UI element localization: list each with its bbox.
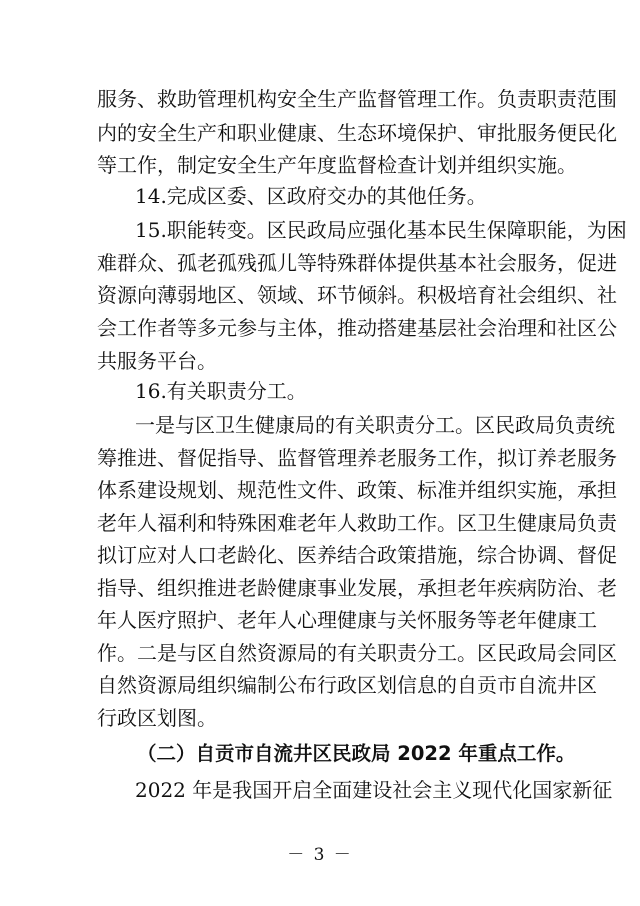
body-text-line: 指导、组织推进老龄健康事业发展，承担老年疾病防治、老	[97, 576, 617, 600]
body-text-line: 老年人福利和特殊困难老年人救助工作。区卫生健康局负责	[97, 511, 617, 535]
body-text-line: 会工作者等多元参与主体，推动搭建基层社会治理和社区公	[97, 316, 617, 340]
body-text-line: 共服务平台。	[97, 349, 217, 373]
body-text-line: 行政区划图。	[97, 706, 217, 730]
paragraph-start: 2022 年是我国开启全面建设社会主义现代化国家新征	[135, 778, 613, 802]
body-text-line: 资源向薄弱地区、领域、环节倾斜。积极培育社会组织、社	[97, 283, 617, 307]
body-text-line: 筹推进、督促指导、监督管理养老服务工作，拟订养老服务	[97, 446, 617, 470]
body-text-line: 服务、救助管理机构安全生产监督管理工作。负责职责范围	[97, 87, 617, 111]
body-text-line: 年人医疗照护、老年人心理健康与关怀服务等老年健康工	[97, 608, 597, 632]
list-item-14: 14.完成区委、区政府交办的其他任务。	[135, 184, 487, 208]
page-number: － 3 －	[287, 845, 353, 865]
body-text-line: 体系建设规划、规范性文件、政策、标准并组织实施，承担	[97, 478, 617, 502]
body-text-line: 难群众、孤老孤残孤儿等特殊群体提供基本社会服务，促进	[97, 251, 617, 275]
body-text-line: 作。二是与区自然资源局的有关职责分工。区民政局会同区	[97, 641, 617, 665]
body-text-line: 内的安全生产和职业健康、生态环境保护、审批服务便民化	[97, 121, 617, 145]
list-item-15: 15.职能转变。区民政局应强化基本民生保障职能，为困	[135, 218, 627, 242]
body-text-line: 等工作，制定安全生产年度监督检查计划并组织实施。	[97, 153, 577, 177]
body-text-line: 自然资源局组织编制公布行政区划信息的自贡市自流井区	[97, 673, 597, 697]
paragraph-start: 一是与区卫生健康局的有关职责分工。区民政局负责统	[135, 413, 615, 437]
section-heading: （二）自贡市自流井区民政局 2022 年重点工作。	[137, 742, 576, 765]
body-text-line: 拟订应对人口老龄化、医养结合政策措施，综合协调、督促	[97, 543, 617, 567]
list-item-16: 16.有关职责分工。	[135, 379, 307, 403]
